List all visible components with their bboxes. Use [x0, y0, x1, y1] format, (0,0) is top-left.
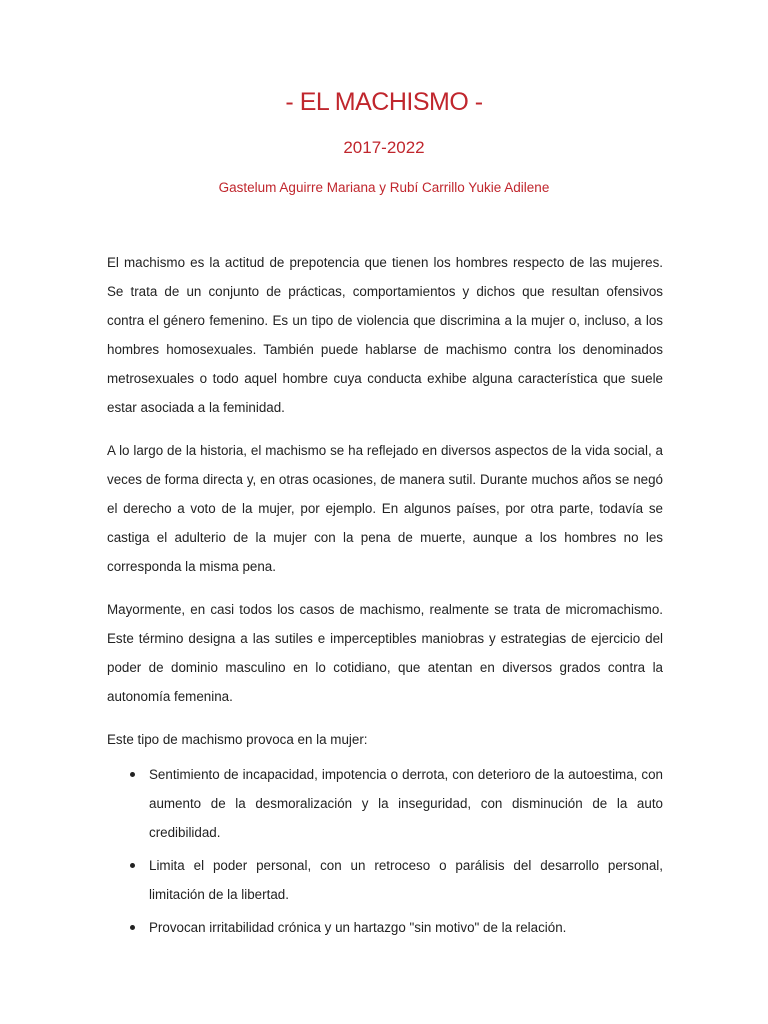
- paragraph-2: A lo largo de la historia, el machismo se ha reflejado en diversos aspectos de la vida social, a veces de forma directa y, en otras ocasiones, de manera sutil. Durante muchos años se negó el derecho a voto de la mujer, por ejemplo. En algunos países, por otra parte, todavía se castiga el adulterio de la mujer con la pena de muerte, aunque a los hombres no les corresponda la misma pena.: [107, 443, 663, 574]
- document-years: 2017-2022: [343, 138, 425, 157]
- list-item: [107, 760, 663, 847]
- bullet-icon: [130, 863, 135, 868]
- paragraph-3: Mayormente, en casi todos los casos de machismo, realmente se trata de micromachismo. Este término designa a las sutiles e imperceptibles maniobras y estrategias de ejercicio del poder de dominio masculino en lo cotidiano, que atentan en diversos grados contra la autonomía femenina.: [107, 602, 663, 704]
- document-body: [107, 248, 663, 946]
- bullet-icon: [130, 772, 135, 777]
- list-item-text: Limita el poder personal, con un retroceso o parálisis del desarrollo personal, limitación de la libertad.: [149, 858, 663, 902]
- paragraph-1: El machismo es la actitud de prepotencia que tienen los hombres respecto de las mujeres. Se trata de un conjunto de prácticas, comportamientos y dichos que resultan ofensivos contra el género femenino. Es un tipo de violencia que discrimina a la mujer o, incluso, a los hombres homosexuales. También puede hablarse de machismo contra los denominados metrosexuales o todo aquel hombre cuya conducta exhibe alguna característica que suele estar asociada a la feminidad.: [107, 255, 663, 415]
- list-item: [107, 851, 663, 909]
- document-title: - EL MACHISMO -: [285, 88, 483, 116]
- bullet-icon: [130, 925, 135, 930]
- paragraph-4: Este tipo de machismo provoca en la mujer:: [107, 732, 368, 747]
- document-authors: Gastelum Aguirre Mariana y Rubí Carrillo Yukie Adilene: [218, 180, 550, 195]
- list-item: [107, 913, 663, 942]
- list-item-text: Sentimiento de incapacidad, impotencia o derrota, con deterioro de la autoestima, con aumento de la desmoralización y la inseguridad, con disminución de la auto credibilidad.: [149, 767, 663, 840]
- effects-list: [107, 760, 663, 942]
- list-item-text: Provocan irritabilidad crónica y un hartazgo "sin motivo" de la relación.: [149, 920, 567, 935]
